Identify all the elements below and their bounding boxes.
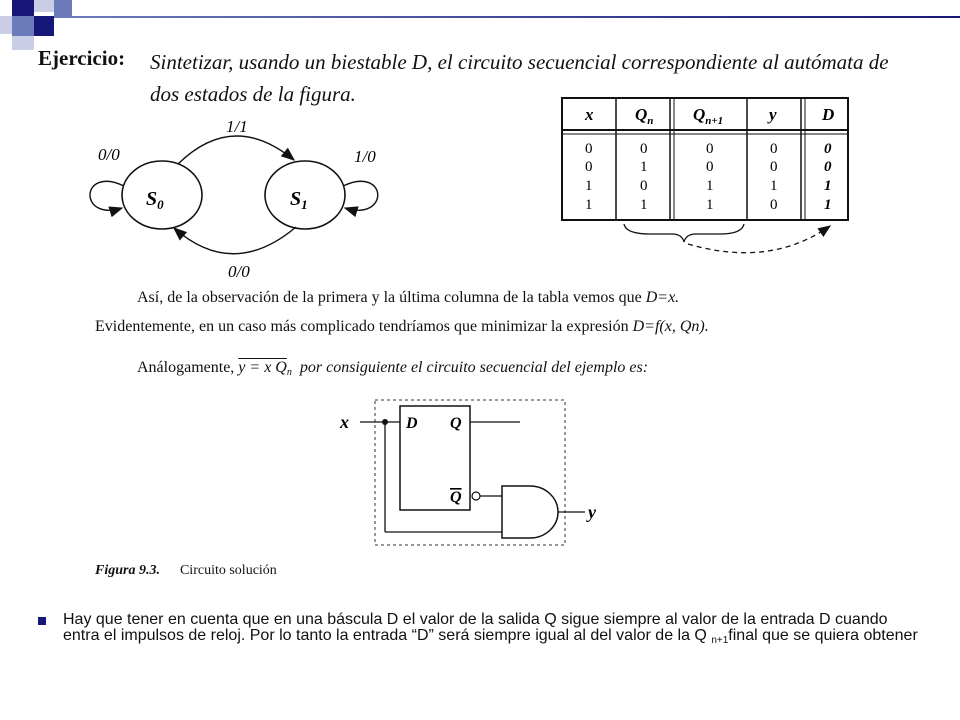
corner-square-2 <box>34 0 54 12</box>
transition-bottom-label: 0/0 <box>228 262 250 281</box>
cell-y: 0 <box>770 141 778 157</box>
corner-square-3 <box>54 0 72 18</box>
loop-s1-arrow <box>343 181 378 210</box>
header-y: y <box>769 105 777 124</box>
bullet-square-icon <box>38 617 46 625</box>
cell-qn1: 0 <box>706 159 714 175</box>
ff-q-label: Q <box>450 415 462 432</box>
ff-d-label: D <box>406 415 418 432</box>
table-row <box>585 178 832 194</box>
state-s1 <box>265 161 345 229</box>
note-text: Hay que tener en cuenta que en una báscula D el valor de la salida Q sigue siempre al valor de la entrada D cuando entra el impulsos de reloj. Por lo tanto la entrada “D” será siempre igual al del valor de la Q $_{n+1}$final que se quiera obtener <box>63 611 918 646</box>
cell-d: 0 <box>824 141 832 157</box>
cell-y: 0 <box>770 197 778 213</box>
formula: y = x $Q_n$ <box>238 359 292 378</box>
circuit-diagram <box>330 392 620 552</box>
corner-square-1 <box>12 0 34 16</box>
statement-line-2: dos estados de la figura. <box>150 82 356 106</box>
corner-square-7 <box>12 36 34 50</box>
statement-line-1: Sintetizar, usando un biestable D, el circuito secuencial correspondiente al autómata de <box>150 50 889 74</box>
truth-table <box>560 96 860 271</box>
header-qn1: $Q_{n+1}$ <box>693 105 724 127</box>
cell-x: 1 <box>585 178 593 194</box>
header-qn: $Q_n$ <box>635 105 654 127</box>
loop-s1-label: 1/0 <box>354 147 376 166</box>
transition-top-arrow <box>178 136 294 164</box>
cell-qn: 0 <box>640 141 648 157</box>
brace <box>624 224 744 242</box>
cell-qn1: 0 <box>706 141 714 157</box>
transition-top-label: 1/1 <box>226 117 248 136</box>
cell-d: 1 <box>824 197 832 213</box>
cell-qn1: 1 <box>706 197 714 213</box>
header-x: x <box>585 105 594 124</box>
cell-qn: 1 <box>640 159 648 175</box>
table-row <box>585 159 832 175</box>
cell-d: 1 <box>824 178 832 194</box>
observation-line-3: Análogamente, y = x $Q_n$ por consiguiente el circuito secuencial del ejemplo es: <box>137 359 649 378</box>
loop-s0-arrow <box>90 181 124 210</box>
figure-caption: Figura 9.3. Circuito solución <box>95 563 277 578</box>
observation-line-1: Así, de la observación de la primera y la última columna de la tabla vemos que D=x. <box>137 289 680 306</box>
table-row <box>585 141 832 157</box>
cell-qn: 1 <box>640 197 648 213</box>
output-y-label: y <box>588 502 596 522</box>
cell-y: 1 <box>770 178 778 194</box>
dashed-arrow <box>688 226 830 253</box>
cell-x: 0 <box>585 159 593 175</box>
and-gate <box>502 486 558 538</box>
cell-qn: 0 <box>640 178 648 194</box>
corner-square-6 <box>34 16 54 36</box>
s0-label: $S_0$ <box>146 188 164 212</box>
cell-qn1: 1 <box>706 178 714 194</box>
cell-x: 1 <box>585 197 593 213</box>
loop-s0-label: 0/0 <box>98 145 120 164</box>
table-row <box>585 197 832 213</box>
corner-square-4 <box>0 16 12 34</box>
observation-line-2: Evidentemente, en un caso más complicado tendríamos que minimizar la expresión D=f(x, Qn). <box>95 318 709 335</box>
ff-qbar-label: Q <box>450 489 462 506</box>
header-rule <box>72 16 960 18</box>
transition-bottom-arrow <box>174 227 296 254</box>
cell-d: 0 <box>824 159 832 175</box>
exercise-label: Ejercicio: <box>38 46 126 70</box>
state-s0 <box>122 161 202 229</box>
cell-y: 0 <box>770 159 778 175</box>
state-diagram <box>80 110 440 285</box>
inverter-bubble <box>472 492 480 500</box>
input-x-label: x <box>340 412 349 432</box>
header-d: D <box>822 105 835 124</box>
cell-x: 0 <box>585 141 593 157</box>
corner-square-5 <box>12 16 34 36</box>
s1-label: $S_1$ <box>290 188 308 212</box>
